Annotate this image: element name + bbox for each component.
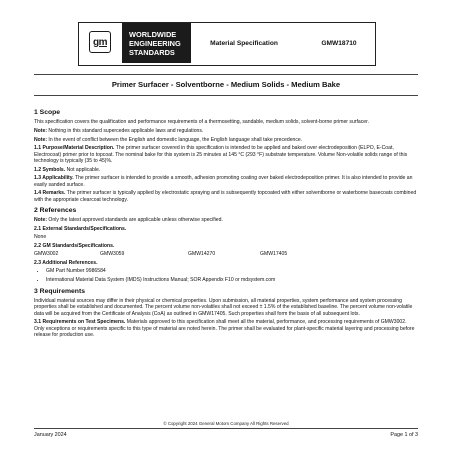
doc-type: Material Specification bbox=[210, 39, 278, 47]
footer-date: January 2024 bbox=[34, 432, 67, 438]
section-heading-requirements: 3 Requirements bbox=[34, 287, 85, 295]
page-number: Page 1 of 3 bbox=[390, 432, 418, 438]
gm-spec-item: GMW17405 bbox=[260, 251, 288, 258]
external-standards-value: None bbox=[34, 234, 47, 241]
para-1-4: 1.4 Remarks. The primer surfacer is typically applied by electrostatic spraying and is subsequently topcoated with either solventborne or waterborne basecoats combined with the appropriate clearcoat technology. bbox=[34, 190, 417, 203]
section-heading-scope: 1 Scope bbox=[34, 109, 61, 116]
scope-intro: This specification covers the qualification and performance requirements of a thermosetting, sandable, medium solids, solvent-borne primer surfacer. bbox=[34, 119, 369, 126]
doc-title: Primer Surfacer - Solventborne - Medium Solids - Medium Bake bbox=[111, 80, 341, 89]
para-2-2: 2.2 GM Standards/Specifications. bbox=[34, 243, 115, 249]
section-heading-references: 2 References bbox=[34, 207, 77, 214]
para-1-3: 1.3 Applicability. The primer surfacer is intended to provide a smooth, adhesion promoting coating over baked electrodeposition primer. It is also intended to provide an easily sanded surface. bbox=[34, 175, 413, 188]
org-banner bbox=[122, 23, 191, 63]
para-1-2: 1.2 Symbols. Not applicable. bbox=[34, 166, 101, 173]
para-3-1: 3.1 Requirements on Test Specimens. Materials approved to this specification shall meet all the material, performance, and processing requirements of GMW3002. Only exceptions or requirements specific to this type of material are noted herein. The primer shall be evaluated for plant-specific material layering and processing before release for production use. bbox=[34, 319, 415, 339]
list-item: • GM Part Number 9986584 bbox=[46, 268, 418, 274]
para-2-3: 2.3 Additional References. bbox=[34, 260, 98, 266]
scope-note-2: Note: In the event of conflict between the English and domestic language, the English language shall take precedence. bbox=[34, 136, 303, 143]
gm-logo: gm bbox=[89, 31, 111, 53]
org-line: STANDARDS bbox=[129, 47, 175, 57]
doc-body bbox=[34, 110, 418, 341]
references-note: Note: Only the latest approved standards are applicable unless otherwise specified. bbox=[34, 217, 223, 224]
requirements-intro: Individual material sources may differ in their physical or chemical properties. Upon submission, all material properties, system performance and system processing properties shall be established and documented. The percent volume non-volatiles shall not exceed ± 1.5% of the established baseline. The percent volume non-volatile data will be acquired from the Certificate of Analysis (CoA) as outlined in GMW17405. Such properties shall form the basis of all subsequent lots. bbox=[34, 298, 413, 317]
para-1-1: 1.1 Purpose/Material Description. The primer surfacer covered in this specification is intended to be applied and baked over electrodeposition (ELPO, E-Coat, Electrocoat) primer prior to topcoat. The nominal bake for this system is 25 minutes at 145 °C (293 °F) substrate temperature. Volume Non-volatile solids range of this technology is typically (35 to 45)%. bbox=[34, 145, 408, 164]
doc-id: GMW18710 bbox=[321, 39, 357, 47]
title-rule-top bbox=[34, 74, 418, 75]
additional-references-list bbox=[34, 268, 418, 283]
org-line: ENGINEERING bbox=[129, 38, 181, 48]
title-rule-bottom bbox=[34, 95, 418, 96]
list-item: • International Material Data System (IMDS) Instructions Manual; SOR Appendix F10 or mdsystem.com bbox=[46, 277, 418, 283]
org-line: WORLDWIDE bbox=[129, 29, 177, 39]
gm-spec-list bbox=[34, 251, 418, 257]
copyright-notice: © Copyright 2024 General Motors Company All Rights Reserved bbox=[163, 421, 289, 426]
scope-note-1: Note: Nothing in this standard supercedes applicable laws and regulations. bbox=[34, 128, 204, 134]
gm-spec-item: GMW14270 bbox=[188, 251, 216, 258]
footer-rule bbox=[34, 428, 418, 429]
gm-spec-item: GMW3002 bbox=[34, 251, 59, 258]
gm-spec-item: GMW3059 bbox=[100, 251, 125, 258]
para-2-1: 2.1 External Standards/Specifications. bbox=[34, 226, 127, 232]
